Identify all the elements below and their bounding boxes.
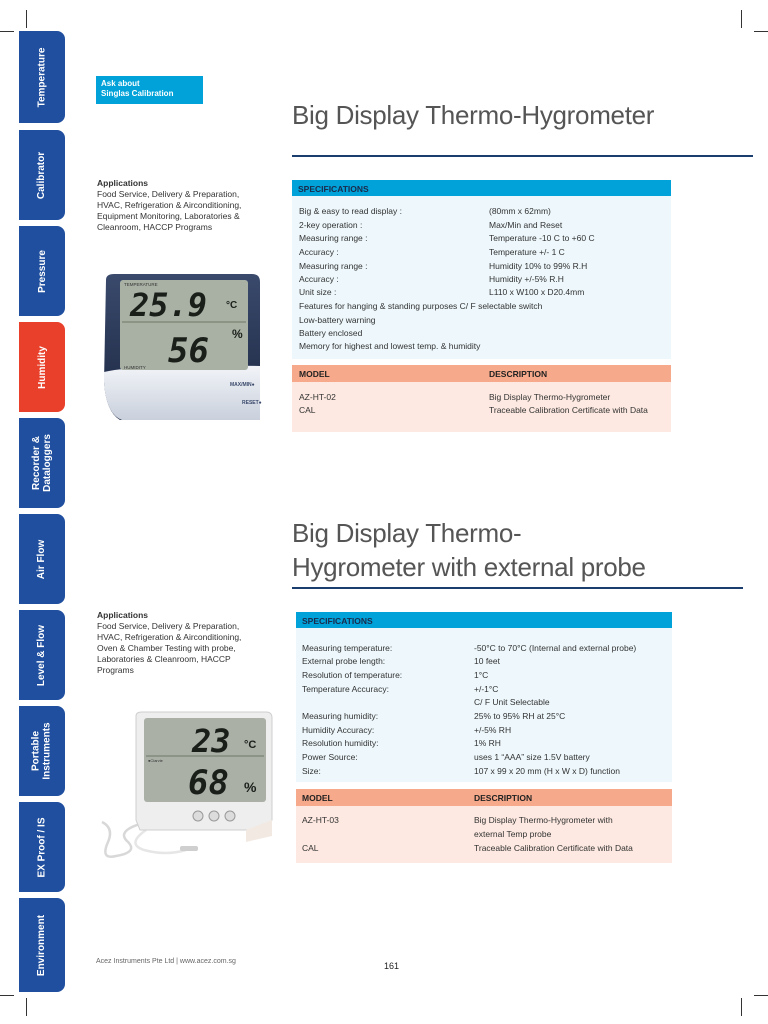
model-description: Traceable Calibration Certificate with Data (474, 843, 633, 853)
model-code: CAL (299, 405, 316, 415)
spec-value: 1% RH (474, 738, 501, 748)
sidebar-tab-level-flow[interactable] (19, 610, 65, 700)
product2-applications (97, 610, 241, 676)
device-brand: ●Clarvie (148, 758, 163, 763)
crop-mark (0, 995, 14, 996)
sidebar-tab-ex-proof[interactable] (19, 802, 65, 892)
model-code: AZ-HT-02 (299, 392, 336, 402)
product1-spec-header: SPECIFICATIONS (292, 180, 671, 196)
crop-mark (741, 10, 742, 28)
sidebar-tab-recorder-dataloggers[interactable] (19, 418, 65, 508)
model-col-heading: MODEL (302, 793, 333, 803)
spec-label: Resolution of temperature: (302, 670, 403, 680)
device-button-label: RESET● (242, 400, 262, 406)
crop-mark (741, 998, 742, 1016)
spec-value: Humidity +/-5% R.H (489, 274, 564, 284)
spec-label: External probe length: (302, 656, 386, 666)
sidebar-tab-label: EX Proof / IS (36, 816, 48, 878)
sidebar-tab-label (31, 434, 53, 492)
applications-line: Food Service, Delivery & Preparation, (97, 189, 240, 199)
spec-label: 2-key operation : (299, 220, 363, 230)
spec-value: uses 1 “AAA” size 1.5V battery (474, 752, 590, 762)
product1-title-rule (292, 155, 753, 157)
footer-company: Acez Instruments Pte Ltd | www.acez.com.sg (96, 958, 236, 965)
spec-value: Humidity 10% to 99% R.H (489, 261, 588, 271)
sidebar-tab-pressure[interactable] (19, 226, 65, 316)
spec-label: Measuring range : (299, 261, 368, 271)
spec-value: L110 x W100 x D20.4mm (489, 287, 585, 297)
device-humidity-unit: % (244, 779, 257, 795)
sidebar-tab-label: Level & Flow (36, 624, 48, 686)
spec-value: +/-1°C (474, 684, 499, 694)
sidebar-tab-label: Air Flow (36, 539, 48, 579)
model-description: external Temp probe (474, 829, 552, 839)
applications-line: Food Service, Delivery & Preparation, (97, 621, 240, 631)
product1-applications (97, 178, 241, 233)
applications-line: Cleanroom, HACCP Programs (97, 222, 213, 232)
product2-model-header (296, 789, 672, 806)
applications-line: Programs (97, 665, 134, 675)
sidebar-tab-label: Calibrator (36, 151, 48, 199)
spec-label: Measuring temperature: (302, 643, 393, 653)
model-description: Big Display Thermo-Hygrometer with (474, 815, 613, 825)
model-description: Traceable Calibration Certificate with Data (489, 405, 648, 415)
spec-label: Measuring humidity: (302, 711, 379, 721)
spec-value: (80mm x 62mm) (489, 206, 551, 216)
sidebar-tab-label: Environment (36, 914, 48, 976)
spec-value: Temperature -10 C to +60 C (489, 233, 595, 243)
spec-value: -50°C to 70°C (Internal and external probe) (474, 643, 637, 653)
spec-label: Accuracy : (299, 274, 339, 284)
sidebar-tab-label-line: Instruments (42, 722, 54, 780)
spec-value: 25% to 95% RH at 25°C (474, 711, 566, 721)
device-label-top: TEMPERATURE (124, 282, 158, 287)
model-code: AZ-HT-03 (302, 815, 339, 825)
thermo-hygrometer-image (100, 272, 270, 424)
product1-title: Big Display Thermo-Hygrometer (292, 100, 655, 130)
crop-mark (754, 995, 768, 996)
sidebar-tab-label-line: Recorder & (31, 436, 43, 490)
spec-value: C/ F Unit Selectable (474, 697, 550, 707)
spec-label: Temperature Accuracy: (302, 684, 389, 694)
spec-label: Accuracy : (299, 247, 339, 257)
page-number: 161 (384, 961, 400, 971)
product2-title-line: Big Display Thermo- (292, 518, 522, 548)
product1-model-header (292, 365, 671, 382)
ask-line: Singlas Calibration (101, 89, 174, 98)
spec-label: Measuring range : (299, 233, 368, 243)
device-button-label: MAX/MIN● (230, 382, 255, 388)
product2-title (292, 516, 646, 584)
device-humidity-unit: % (232, 327, 243, 341)
sidebar-tab-label: Humidity (36, 345, 48, 389)
spec-label: Resolution humidity: (302, 738, 379, 748)
feature-line: Battery enclosed (299, 328, 363, 338)
applications-line: Equipment Monitoring, Laboratories & (97, 211, 240, 221)
description-col-heading: DESCRIPTION (489, 369, 548, 379)
applications-heading: Applications (97, 610, 149, 620)
model-description: Big Display Thermo-Hygrometer (489, 392, 611, 402)
sidebar-tab-humidity[interactable] (19, 322, 65, 412)
spec-value: 107 x 99 x 20 mm (H x W x D) function (474, 766, 620, 776)
spec-label: Unit size : (299, 287, 337, 297)
sidebar-tab-label-line: Portable (31, 730, 43, 772)
applications-line: Oven & Chamber Testing with probe, (97, 643, 236, 653)
crop-mark (754, 31, 768, 32)
device-temp-reading: 23 (192, 722, 231, 760)
device-humidity-reading: 68 (188, 763, 229, 803)
spec-label: Size: (302, 766, 321, 776)
product2-title-line: Hygrometer with external probe (292, 552, 646, 582)
applications-line: HVAC, Refrigeration & Airconditioning, (97, 200, 242, 210)
model-col-heading: MODEL (299, 369, 330, 379)
spec-value: 10 feet (474, 656, 500, 666)
ask-line: Ask about (101, 79, 140, 88)
device-temp-reading: 25.9 (130, 286, 208, 324)
feature-line: Low-battery warning (299, 315, 376, 325)
device-temp-unit: °C (226, 300, 238, 311)
thermo-hygrometer-probe-image (96, 710, 276, 868)
spec-value: Temperature +/- 1 C (489, 247, 565, 257)
sidebar-tab-air-flow[interactable] (19, 514, 65, 604)
sidebar-tab-temperature[interactable] (19, 31, 65, 123)
crop-mark (0, 31, 14, 32)
spec-value: Max/Min and Reset (489, 220, 563, 230)
device-temp-unit: °C (244, 739, 257, 751)
spec-label: Humidity Accuracy: (302, 725, 375, 735)
device-humidity-reading: 56 (168, 331, 209, 371)
product2-title-rule (292, 587, 743, 589)
applications-heading: Applications (97, 178, 149, 188)
crop-mark (26, 998, 27, 1016)
applications-line: Laboratories & Cleanroom, HACCP (97, 654, 231, 664)
model-code: CAL (302, 843, 319, 853)
sidebar-tab-label: Pressure (36, 249, 48, 293)
feature-line: Memory for highest and lowest temp. & humidity (299, 341, 481, 351)
applications-line: HVAC, Refrigeration & Airconditioning, (97, 632, 242, 642)
sidebar-tab-label: Temperature (36, 47, 48, 107)
feature-line: Features for hanging & standing purposes C/ F selectable switch (299, 301, 543, 311)
crop-mark (26, 10, 27, 28)
spec-value: +/-5% RH (474, 725, 512, 735)
spec-label: Power Source: (302, 752, 358, 762)
spec-value: 1°C (474, 670, 489, 680)
spec-label: Big & easy to read display : (299, 206, 403, 216)
sidebar-tab-calibrator[interactable] (19, 130, 65, 220)
ask-singlas-calibration-link[interactable] (96, 76, 203, 104)
sidebar-tab-label (31, 722, 53, 779)
sidebar-tab-label-line: Dataloggers (42, 434, 54, 492)
device-label-mid: HUMIDITY (124, 365, 146, 370)
sidebar-tab-portable-instruments[interactable] (19, 706, 65, 796)
sidebar-tab-environment[interactable] (19, 898, 65, 992)
product2-spec-header: SPECIFICATIONS (296, 612, 672, 628)
description-col-heading: DESCRIPTION (474, 793, 533, 803)
